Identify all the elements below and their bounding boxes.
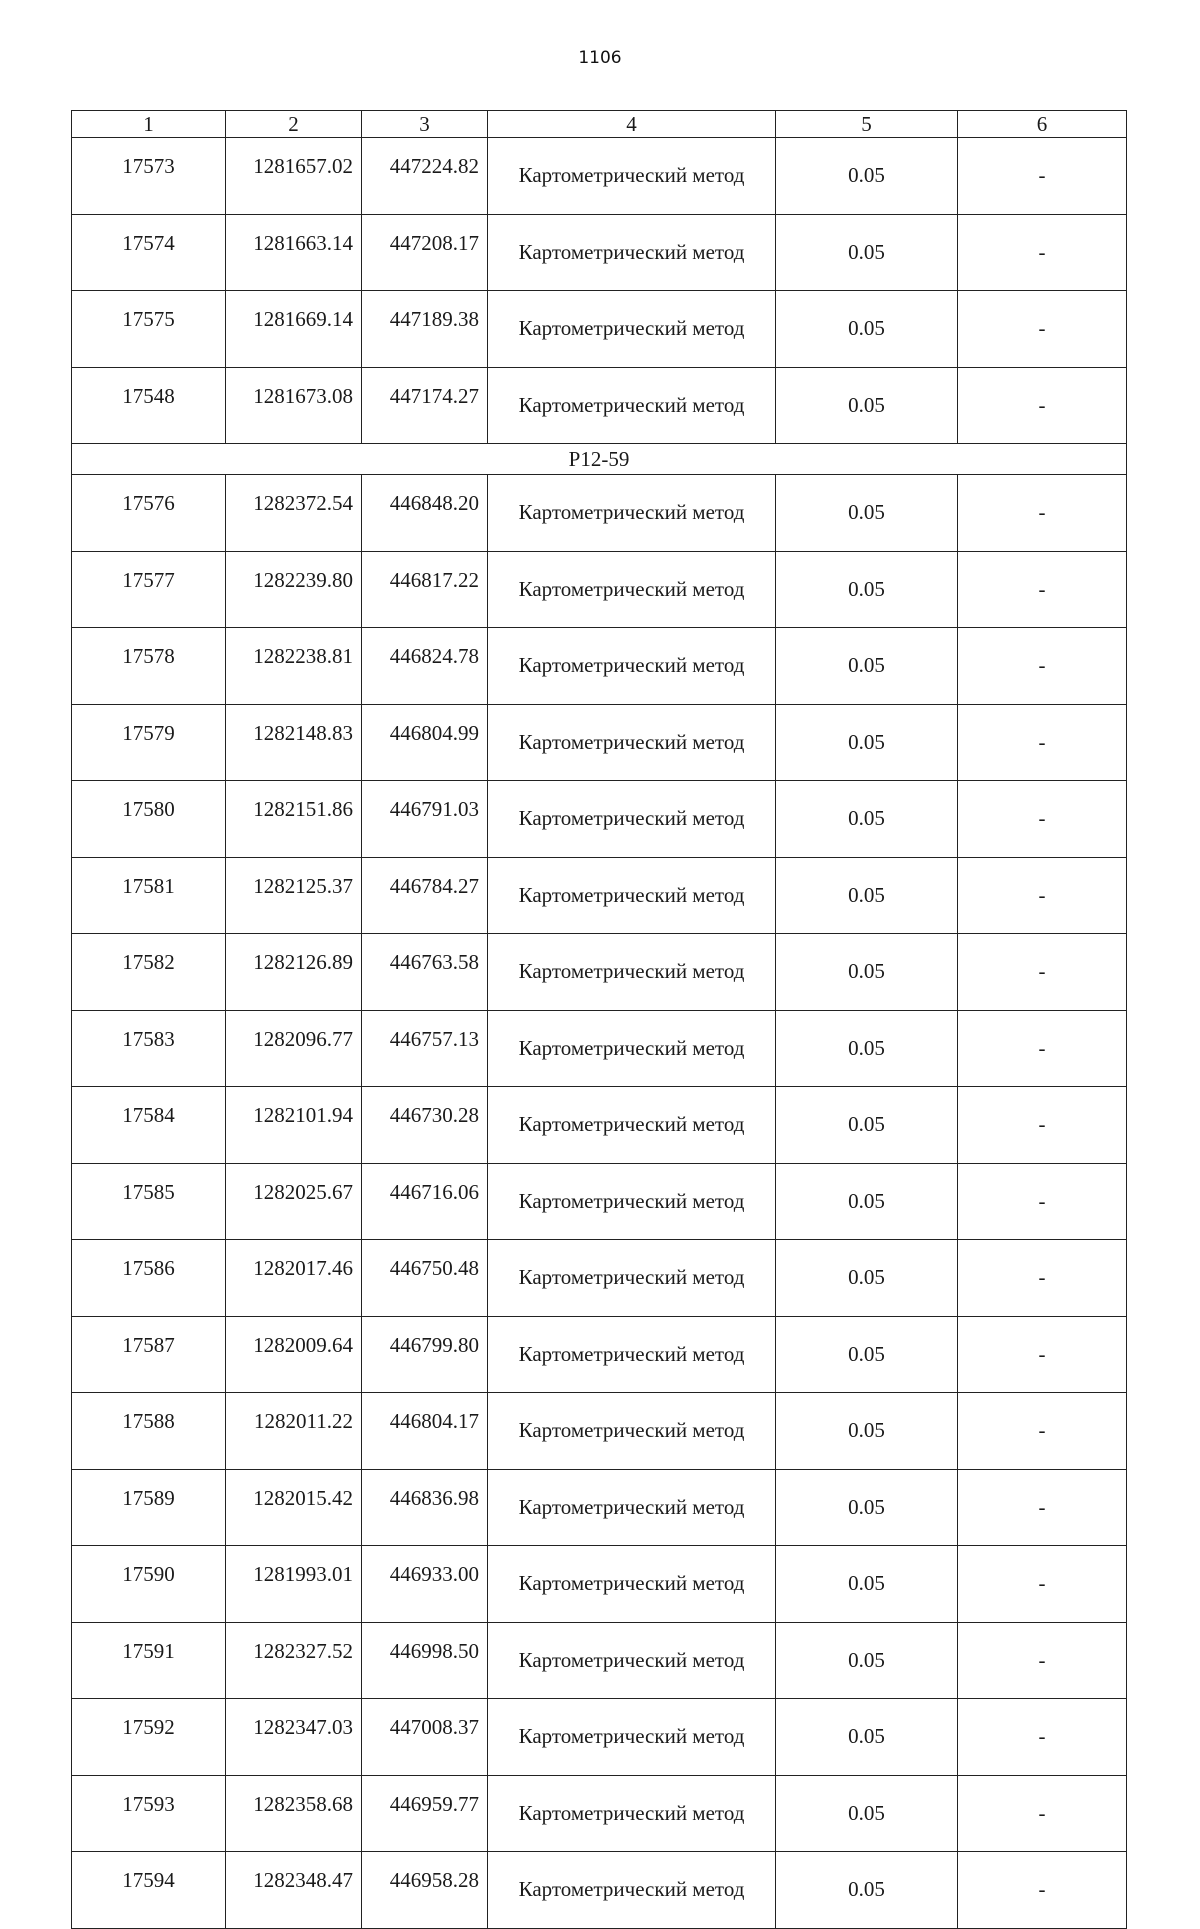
x-coordinate-cell: 1282348.47 (226, 1852, 362, 1929)
y-coordinate-cell: 446836.98 (362, 1469, 488, 1546)
x-coordinate-cell: 1281663.14 (226, 214, 362, 291)
note-cell: - (958, 704, 1127, 781)
note-cell: - (958, 1775, 1127, 1852)
method-cell: Картометрический метод (488, 628, 776, 705)
accuracy-cell: 0.05 (776, 1087, 958, 1164)
x-coordinate-cell: 1282125.37 (226, 857, 362, 934)
method-cell: Картометрический метод (488, 934, 776, 1011)
method-cell: Картометрический метод (488, 1775, 776, 1852)
method-cell: Картометрический метод (488, 704, 776, 781)
note-cell: - (958, 1393, 1127, 1470)
x-coordinate-cell: 1282017.46 (226, 1240, 362, 1317)
note-cell: - (958, 1469, 1127, 1546)
table-row (72, 214, 1127, 291)
table-row (72, 1163, 1127, 1240)
table-row (72, 1699, 1127, 1776)
y-coordinate-cell: 447174.27 (362, 367, 488, 444)
method-cell: Картометрический метод (488, 1546, 776, 1623)
point-number-cell: 17578 (72, 628, 226, 705)
point-number-cell: 17589 (72, 1469, 226, 1546)
y-coordinate-cell: 446959.77 (362, 1775, 488, 1852)
y-coordinate-cell: 446824.78 (362, 628, 488, 705)
x-coordinate-cell: 1282015.42 (226, 1469, 362, 1546)
y-coordinate-cell: 446784.27 (362, 857, 488, 934)
y-coordinate-cell: 446958.28 (362, 1852, 488, 1929)
y-coordinate-cell: 446804.99 (362, 704, 488, 781)
accuracy-cell: 0.05 (776, 1699, 958, 1776)
accuracy-cell: 0.05 (776, 138, 958, 215)
column-header: 5 (776, 111, 958, 138)
x-coordinate-cell: 1282011.22 (226, 1393, 362, 1470)
note-cell: - (958, 857, 1127, 934)
note-cell: - (958, 1087, 1127, 1164)
y-coordinate-cell: 446791.03 (362, 781, 488, 858)
method-cell: Картометрический метод (488, 138, 776, 215)
method-cell: Картометрический метод (488, 1087, 776, 1164)
table-row (72, 704, 1127, 781)
note-cell: - (958, 291, 1127, 368)
y-coordinate-cell: 446848.20 (362, 475, 488, 552)
note-cell: - (958, 551, 1127, 628)
table-row (72, 1393, 1127, 1470)
point-number-cell: 17592 (72, 1699, 226, 1776)
table-row (72, 475, 1127, 552)
method-cell: Картометрический метод (488, 1316, 776, 1393)
accuracy-cell: 0.05 (776, 1393, 958, 1470)
header-row (72, 111, 1127, 138)
accuracy-cell: 0.05 (776, 704, 958, 781)
note-cell: - (958, 1622, 1127, 1699)
point-number-cell: 17575 (72, 291, 226, 368)
note-cell: - (958, 1240, 1127, 1317)
note-cell: - (958, 1852, 1127, 1929)
y-coordinate-cell: 447224.82 (362, 138, 488, 215)
accuracy-cell: 0.05 (776, 1163, 958, 1240)
point-number-cell: 17584 (72, 1087, 226, 1164)
page-number: 1106 (578, 48, 622, 68)
note-cell: - (958, 1699, 1127, 1776)
x-coordinate-cell: 1282347.03 (226, 1699, 362, 1776)
method-cell: Картометрический метод (488, 367, 776, 444)
accuracy-cell: 0.05 (776, 1316, 958, 1393)
method-cell: Картометрический метод (488, 1163, 776, 1240)
x-coordinate-cell: 1281669.14 (226, 291, 362, 368)
note-cell: - (958, 934, 1127, 1011)
y-coordinate-cell: 447008.37 (362, 1699, 488, 1776)
accuracy-cell: 0.05 (776, 475, 958, 552)
accuracy-cell: 0.05 (776, 1010, 958, 1087)
accuracy-cell: 0.05 (776, 1469, 958, 1546)
point-number-cell: 17581 (72, 857, 226, 934)
table-row (72, 1240, 1127, 1317)
accuracy-cell: 0.05 (776, 1240, 958, 1317)
y-coordinate-cell: 446716.06 (362, 1163, 488, 1240)
section-label: P12-59 (72, 444, 1127, 475)
point-number-cell: 17587 (72, 1316, 226, 1393)
note-cell: - (958, 1316, 1127, 1393)
y-coordinate-cell: 446933.00 (362, 1546, 488, 1623)
accuracy-cell: 0.05 (776, 1775, 958, 1852)
y-coordinate-cell: 446750.48 (362, 1240, 488, 1317)
note-cell: - (958, 781, 1127, 858)
method-cell: Картометрический метод (488, 1393, 776, 1470)
table-row (72, 138, 1127, 215)
y-coordinate-cell: 447189.38 (362, 291, 488, 368)
note-cell: - (958, 367, 1127, 444)
x-coordinate-cell: 1282238.81 (226, 628, 362, 705)
x-coordinate-cell: 1282126.89 (226, 934, 362, 1011)
section-row (72, 444, 1127, 475)
point-number-cell: 17576 (72, 475, 226, 552)
method-cell: Картометрический метод (488, 1010, 776, 1087)
point-number-cell: 17582 (72, 934, 226, 1011)
note-cell: - (958, 1010, 1127, 1087)
y-coordinate-cell: 446998.50 (362, 1622, 488, 1699)
table-row (72, 1087, 1127, 1164)
method-cell: Картометрический метод (488, 1469, 776, 1546)
x-coordinate-cell: 1281993.01 (226, 1546, 362, 1623)
x-coordinate-cell: 1282148.83 (226, 704, 362, 781)
point-number-cell: 17585 (72, 1163, 226, 1240)
table-row (72, 291, 1127, 368)
x-coordinate-cell: 1282327.52 (226, 1622, 362, 1699)
point-number-cell: 17593 (72, 1775, 226, 1852)
table-row (72, 1775, 1127, 1852)
x-coordinate-cell: 1282239.80 (226, 551, 362, 628)
point-number-cell: 17577 (72, 551, 226, 628)
table-row (72, 857, 1127, 934)
accuracy-cell: 0.05 (776, 291, 958, 368)
y-coordinate-cell: 446817.22 (362, 551, 488, 628)
point-number-cell: 17586 (72, 1240, 226, 1317)
accuracy-cell: 0.05 (776, 367, 958, 444)
point-number-cell: 17590 (72, 1546, 226, 1623)
accuracy-cell: 0.05 (776, 1622, 958, 1699)
x-coordinate-cell: 1282025.67 (226, 1163, 362, 1240)
method-cell: Картометрический метод (488, 857, 776, 934)
table-row (72, 551, 1127, 628)
method-cell: Картометрический метод (488, 1852, 776, 1929)
note-cell: - (958, 138, 1127, 215)
table-row (72, 1316, 1127, 1393)
point-number-cell: 17580 (72, 781, 226, 858)
column-header: 2 (226, 111, 362, 138)
method-cell: Картометрический метод (488, 551, 776, 628)
point-number-cell: 17588 (72, 1393, 226, 1470)
table-row (72, 781, 1127, 858)
method-cell: Картометрический метод (488, 475, 776, 552)
accuracy-cell: 0.05 (776, 1852, 958, 1929)
x-coordinate-cell: 1282151.86 (226, 781, 362, 858)
point-number-cell: 17591 (72, 1622, 226, 1699)
accuracy-cell: 0.05 (776, 214, 958, 291)
method-cell: Картометрический метод (488, 781, 776, 858)
note-cell: - (958, 1546, 1127, 1623)
x-coordinate-cell: 1281657.02 (226, 138, 362, 215)
table-row (72, 1622, 1127, 1699)
column-header: 4 (488, 111, 776, 138)
point-number-cell: 17574 (72, 214, 226, 291)
table-row (72, 934, 1127, 1011)
note-cell: - (958, 628, 1127, 705)
accuracy-cell: 0.05 (776, 781, 958, 858)
accuracy-cell: 0.05 (776, 628, 958, 705)
y-coordinate-cell: 447208.17 (362, 214, 488, 291)
point-number-cell: 17573 (72, 138, 226, 215)
point-number-cell: 17579 (72, 704, 226, 781)
note-cell: - (958, 1163, 1127, 1240)
y-coordinate-cell: 446804.17 (362, 1393, 488, 1470)
y-coordinate-cell: 446799.80 (362, 1316, 488, 1393)
column-header: 1 (72, 111, 226, 138)
x-coordinate-cell: 1282096.77 (226, 1010, 362, 1087)
method-cell: Картометрический метод (488, 1699, 776, 1776)
coordinates-table (71, 110, 1127, 1929)
accuracy-cell: 0.05 (776, 1546, 958, 1623)
table-row (72, 1469, 1127, 1546)
note-cell: - (958, 214, 1127, 291)
method-cell: Картометрический метод (488, 214, 776, 291)
accuracy-cell: 0.05 (776, 551, 958, 628)
table-row (72, 367, 1127, 444)
accuracy-cell: 0.05 (776, 857, 958, 934)
point-number-cell: 17583 (72, 1010, 226, 1087)
x-coordinate-cell: 1281673.08 (226, 367, 362, 444)
column-header: 6 (958, 111, 1127, 138)
point-number-cell: 17594 (72, 1852, 226, 1929)
method-cell: Картометрический метод (488, 1622, 776, 1699)
table-row (72, 1852, 1127, 1929)
table-row (72, 628, 1127, 705)
table-row (72, 1546, 1127, 1623)
x-coordinate-cell: 1282358.68 (226, 1775, 362, 1852)
x-coordinate-cell: 1282009.64 (226, 1316, 362, 1393)
accuracy-cell: 0.05 (776, 934, 958, 1011)
point-number-cell: 17548 (72, 367, 226, 444)
method-cell: Картометрический метод (488, 291, 776, 368)
x-coordinate-cell: 1282101.94 (226, 1087, 362, 1164)
column-header: 3 (362, 111, 488, 138)
y-coordinate-cell: 446757.13 (362, 1010, 488, 1087)
y-coordinate-cell: 446730.28 (362, 1087, 488, 1164)
table-row (72, 1010, 1127, 1087)
x-coordinate-cell: 1282372.54 (226, 475, 362, 552)
method-cell: Картометрический метод (488, 1240, 776, 1317)
note-cell: - (958, 475, 1127, 552)
y-coordinate-cell: 446763.58 (362, 934, 488, 1011)
